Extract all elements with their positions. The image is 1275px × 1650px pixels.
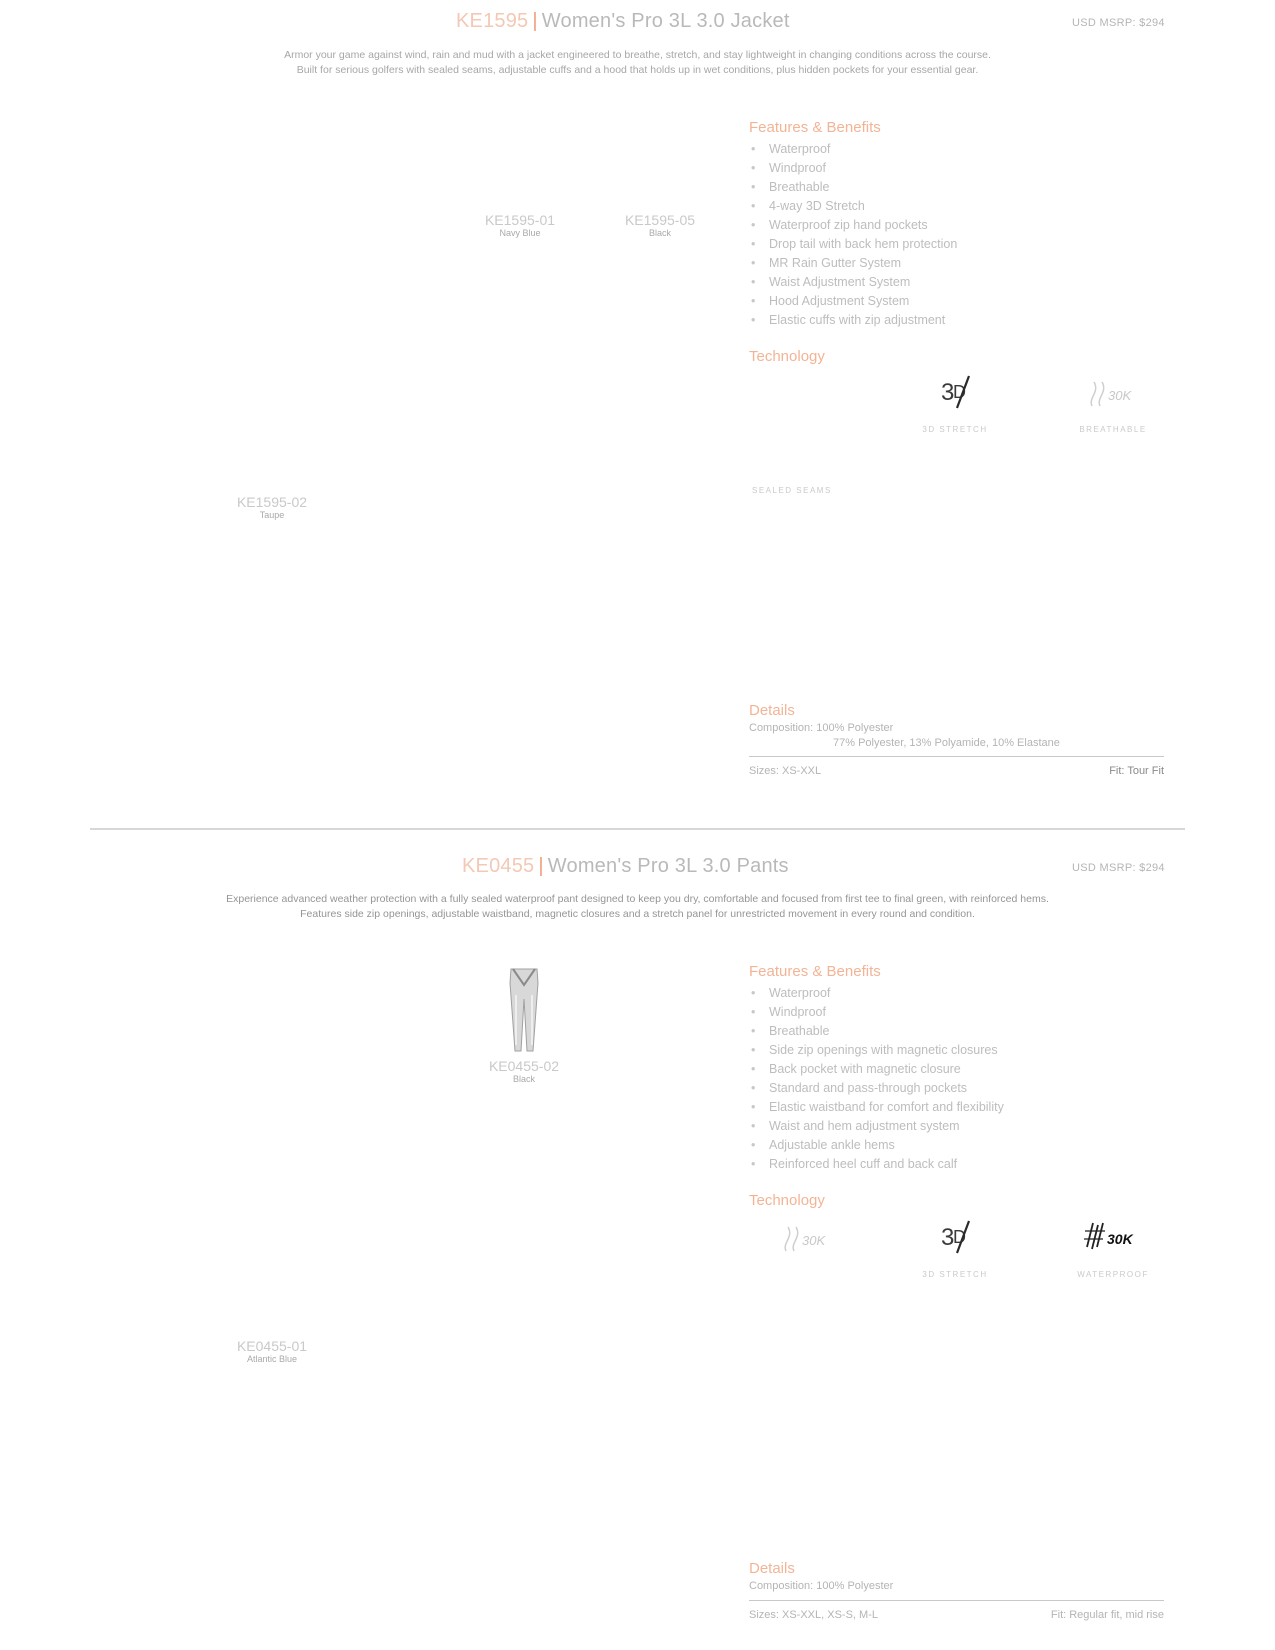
color-name: Black xyxy=(648,228,671,238)
tech-caption: WATERPROOF xyxy=(1077,1270,1149,1279)
price-label: USD MSRP: $294 xyxy=(1072,17,1165,29)
tech-caption: BREATHABLE xyxy=(1079,425,1147,434)
color-code: KE1595-05 xyxy=(624,212,696,228)
sizes: Sizes: XS-XXL, XS-S, M-L xyxy=(749,1609,878,1621)
fit: Fit: Regular fit, mid rise xyxy=(1050,1609,1164,1621)
feature-item: • Waist Adjustment System xyxy=(749,273,957,292)
features-heading: Features & Benefits xyxy=(749,119,881,136)
fit: Fit: Tour Fit xyxy=(1109,765,1164,777)
product-name: Women's Pro 3L 3.0 Jacket xyxy=(541,10,790,32)
color-code: KE0455-02 xyxy=(488,1058,560,1074)
tech-3d-stretch xyxy=(905,1217,1005,1279)
svg-text:D: D xyxy=(953,1227,966,1247)
description-line-1: Armor your game against wind, rain and mud with a jacket engineered to breathe, stretch, and stay lightweight in changing conditions across the course. xyxy=(284,49,991,61)
color-option-2[interactable] xyxy=(610,212,710,238)
feature-item: • Standard and pass-through pockets xyxy=(749,1079,1004,1098)
color-code: KE1595-02 xyxy=(236,494,308,510)
color-name: Navy Blue xyxy=(499,228,541,238)
price-label: USD MSRP: $294 xyxy=(1072,862,1165,874)
tech-waterproof xyxy=(1058,1217,1168,1279)
color-option-2[interactable] xyxy=(222,1338,322,1364)
waterproof-rating: 30K xyxy=(1107,1231,1133,1247)
color-option-1[interactable] xyxy=(470,212,570,238)
details-rule xyxy=(749,1600,1164,1601)
title-separator: | xyxy=(532,10,538,32)
product-title xyxy=(456,10,790,33)
product-code: KE0455 xyxy=(462,855,535,877)
title-separator: | xyxy=(538,855,544,877)
breathable-icon xyxy=(1082,372,1144,410)
svg-text:D: D xyxy=(953,382,966,402)
pants-thumbnail[interactable] xyxy=(507,965,541,1055)
color-name: Atlantic Blue xyxy=(246,1354,298,1364)
waterproof-30k-icon xyxy=(1079,1217,1147,1255)
svg-text:3: 3 xyxy=(941,1224,955,1251)
breathable-icon xyxy=(776,1217,838,1255)
tech-breathable xyxy=(1058,372,1168,434)
composition-secondary: 77% Polyester, 13% Polyamide, 10% Elastane xyxy=(833,737,1060,749)
features-list xyxy=(749,984,1004,1174)
description-line-2: Built for serious golfers with sealed seams, adjustable cuffs and a hood that holds up in wet conditions, plus hidden pockets for your essential gear. xyxy=(296,64,979,76)
tech-caption: 3D STRETCH xyxy=(922,425,988,434)
feature-item: • Elastic cuffs with zip adjustment xyxy=(749,311,957,330)
product-divider xyxy=(90,828,1185,830)
feature-item: • Hood Adjustment System xyxy=(749,292,957,311)
feature-item: • Reinforced heel cuff and back calf xyxy=(749,1155,1004,1174)
product-description xyxy=(100,48,1175,78)
color-name: Taupe xyxy=(259,510,285,520)
feature-item: • Adjustable ankle hems xyxy=(749,1136,1004,1155)
technology-heading: Technology xyxy=(749,348,825,365)
feature-item: • Windproof xyxy=(749,1003,1004,1022)
svg-text:30K: 30K xyxy=(802,1233,826,1248)
feature-item: • Windproof xyxy=(749,159,957,178)
feature-item: • Side zip openings with magnetic closures xyxy=(749,1041,1004,1060)
sizes: Sizes: XS-XXL xyxy=(749,765,822,777)
product-description xyxy=(100,892,1175,922)
svg-text:30K: 30K xyxy=(1108,388,1132,403)
color-option-1[interactable] xyxy=(474,1058,574,1084)
description-line-2: Features side zip openings, adjustable waistband, magnetic closures and a stretch panel for unrestricted movement in every round and condition. xyxy=(300,908,975,920)
tech-caption: BREATHABLE xyxy=(773,1270,841,1279)
feature-item: • Waterproof zip hand pockets xyxy=(749,216,957,235)
tech-note: SEALED SEAMS xyxy=(752,486,832,495)
feature-item: • Waterproof xyxy=(749,140,957,159)
description-line-1: Experience advanced weather protection with a fully sealed waterproof pant designed to keep you dry, comfortable and focused from first tee to final green, with reinforced hems. xyxy=(226,893,1049,905)
tech-caption: 3D STRETCH xyxy=(922,1270,988,1279)
product-name: Women's Pro 3L 3.0 Pants xyxy=(547,855,789,877)
color-option-3[interactable] xyxy=(222,494,322,520)
details-heading: Details xyxy=(749,1560,795,1577)
composition: Composition: 100% Polyester xyxy=(749,1580,894,1592)
tech-breathable xyxy=(752,1217,862,1279)
feature-item: • 4-way 3D Stretch xyxy=(749,197,957,216)
details-rule xyxy=(749,756,1164,757)
3d-stretch-icon xyxy=(933,1217,977,1255)
features-heading: Features & Benefits xyxy=(749,963,881,980)
tech-3d-stretch xyxy=(905,372,1005,434)
svg-text:3: 3 xyxy=(941,379,955,406)
feature-item: • Back pocket with magnetic closure xyxy=(749,1060,1004,1079)
3d-stretch-icon xyxy=(933,372,977,410)
product-title xyxy=(462,855,789,878)
details-heading: Details xyxy=(749,702,795,719)
technology-heading: Technology xyxy=(749,1192,825,1209)
feature-item: • Breathable xyxy=(749,178,957,197)
feature-item: • Breathable xyxy=(749,1022,1004,1041)
features-list xyxy=(749,140,957,330)
color-code: KE1595-01 xyxy=(484,212,556,228)
feature-item: • Waist and hem adjustment system xyxy=(749,1117,1004,1136)
feature-item: • MR Rain Gutter System xyxy=(749,254,957,273)
color-code: KE0455-01 xyxy=(236,1338,308,1354)
color-name: Black xyxy=(512,1074,535,1084)
feature-item: • Elastic waistband for comfort and flexibility xyxy=(749,1098,1004,1117)
composition: Composition: 100% Polyester xyxy=(749,722,894,734)
feature-item: • Waterproof xyxy=(749,984,1004,1003)
feature-item: • Drop tail with back hem protection xyxy=(749,235,957,254)
product-code: KE1595 xyxy=(456,10,529,32)
